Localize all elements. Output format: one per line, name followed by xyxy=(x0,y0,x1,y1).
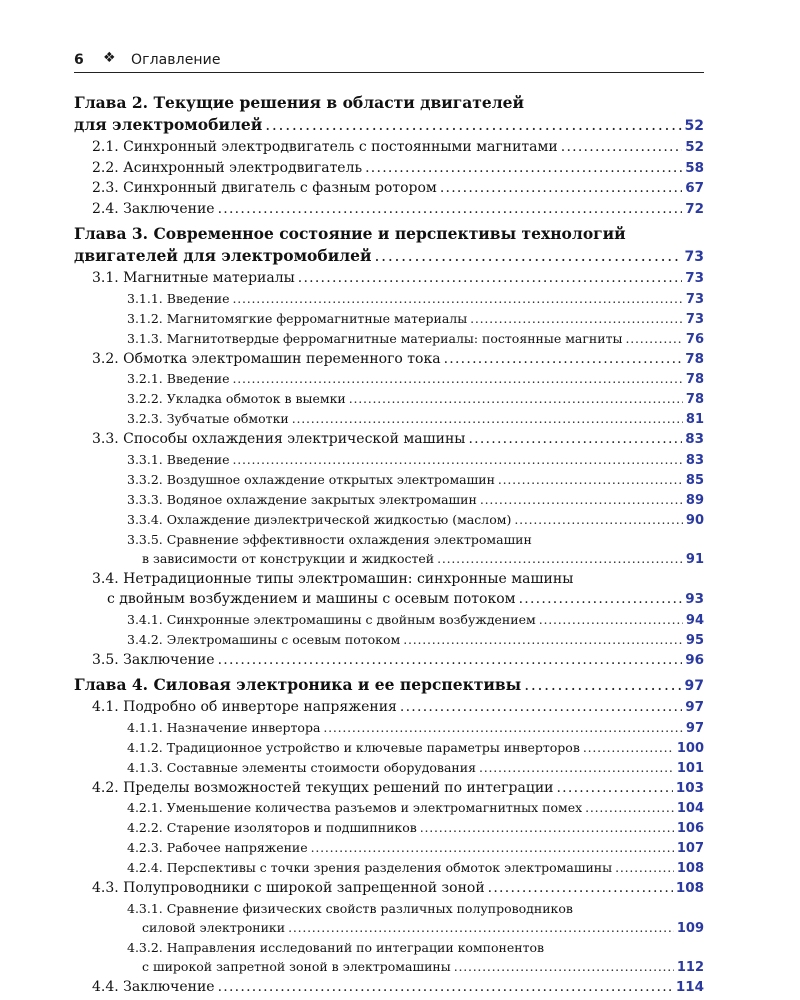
toc-chapter[interactable] xyxy=(74,674,704,697)
toc-entry-title: с двойным возбуждением и машины с осевым потоком xyxy=(107,591,516,607)
toc-page-number[interactable]: 85 xyxy=(685,472,704,488)
toc-subsection[interactable] xyxy=(74,738,704,758)
toc-page-number[interactable]: 108 xyxy=(675,880,704,896)
dot-leader xyxy=(288,918,674,937)
running-head xyxy=(74,50,704,73)
toc-entry-title: двигателей для электромобилей xyxy=(74,246,372,265)
toc-entry-title: 3.3.4. Охлаждение диэлектрической жидкостью (маслом) xyxy=(127,511,512,527)
dot-leader xyxy=(400,697,682,718)
toc-entry-title: 2.4. Заключение xyxy=(92,200,215,217)
toc-section[interactable] xyxy=(74,429,704,450)
dot-leader xyxy=(233,289,683,308)
toc-entry-title: 3.3.3. Водяное охлаждение закрытых электромашин xyxy=(127,491,477,507)
toc-entry-title: 3.4.1. Синхронные электромашины с двойным возбуждением xyxy=(127,611,536,627)
toc-page-number[interactable]: 78 xyxy=(685,350,704,367)
toc-page-number[interactable]: 73 xyxy=(685,291,704,307)
toc-subsection[interactable] xyxy=(74,818,704,838)
toc-entry-title: 3.4. Нетрадиционные типы электромашин: синхронные машины xyxy=(92,570,574,587)
toc-subsection[interactable] xyxy=(74,309,704,329)
toc-section[interactable] xyxy=(74,650,704,671)
toc-entry-title: 4.2.3. Рабочее напряжение xyxy=(127,840,308,855)
toc-page-number[interactable]: 52 xyxy=(684,118,704,134)
toc-entry-title: 3.4.2. Электромашины с осевым потоком xyxy=(127,631,401,647)
toc-subsection[interactable] xyxy=(74,938,704,977)
toc-entry-title: 4.1.3. Составные элементы стоимости оборудования xyxy=(127,759,476,775)
toc-subsection[interactable] xyxy=(74,798,704,818)
toc-entry-title: 3.1.1. Введение xyxy=(127,290,230,306)
toc-subsection[interactable] xyxy=(74,490,704,510)
toc-entry-title: 2.3. Синхронный двигатель с фазным ротором xyxy=(92,180,437,196)
toc-subsection[interactable] xyxy=(74,389,704,409)
toc-subsection[interactable] xyxy=(74,758,704,778)
toc-page-number[interactable]: 78 xyxy=(685,392,704,407)
toc-page-number[interactable]: 81 xyxy=(685,412,704,427)
toc-subsection[interactable] xyxy=(74,409,704,429)
toc-entry-title: 3.2.1. Введение xyxy=(127,371,230,386)
dot-leader xyxy=(480,490,683,509)
toc-page-number[interactable]: 89 xyxy=(685,492,704,508)
toc-page-number[interactable]: 95 xyxy=(685,632,704,648)
toc-entry-title: 3.1.2. Магнитомягкие ферромагнитные материалы xyxy=(127,310,468,326)
toc-section[interactable] xyxy=(74,199,704,220)
toc-entry-title: 4.1.2. Традиционное устройство и ключевые параметры инверторов xyxy=(127,739,580,755)
dot-leader xyxy=(375,245,682,267)
toc-page-number[interactable]: 96 xyxy=(685,651,704,668)
toc-entry-title: 3.3.2. Воздушное охлаждение открытых электромашин xyxy=(127,471,495,487)
toc-subsection[interactable] xyxy=(74,899,704,938)
toc-entry-title: с широкой запретной зоной в электромашины xyxy=(142,958,451,974)
toc-subsection[interactable] xyxy=(74,450,704,470)
dot-leader xyxy=(470,309,683,328)
toc-entry-title: 3.2. Обмотка электромашин переменного тока xyxy=(92,350,441,367)
dot-leader xyxy=(440,178,682,199)
dot-leader xyxy=(233,450,683,469)
toc-entry-title: 4.1.1. Назначение инвертора xyxy=(127,719,321,735)
dot-leader xyxy=(539,610,683,629)
toc-page-number[interactable]: 100 xyxy=(676,740,704,756)
toc-page-number[interactable]: 78 xyxy=(685,372,704,387)
toc-entry-title: 4.4. Заключение xyxy=(92,978,215,995)
dot-leader xyxy=(514,510,683,529)
toc-subsection[interactable] xyxy=(74,329,704,349)
toc-section[interactable] xyxy=(74,697,704,718)
toc-entry-title: 3.2.3. Зубчатые обмотки xyxy=(127,411,289,426)
toc-entry-title: 3.5. Заключение xyxy=(92,651,215,668)
toc-subsection[interactable] xyxy=(74,289,704,309)
toc-entry-title: 4.2. Пределы возможностей текущих решений по интеграции xyxy=(92,779,554,796)
toc-entry-title: 4.2.4. Перспективы с точки зрения разделения обмоток электромашины xyxy=(127,860,613,875)
toc-entry-title: для электромобилей xyxy=(74,115,263,134)
toc-section[interactable] xyxy=(74,569,704,610)
toc-page-number[interactable]: 83 xyxy=(685,452,704,468)
toc-page-number[interactable]: 90 xyxy=(685,512,704,528)
toc-section[interactable] xyxy=(74,977,704,998)
toc-entry-title: 3.2.2. Укладка обмоток в выемки xyxy=(127,391,346,406)
dot-leader xyxy=(298,268,682,289)
toc-subsection[interactable] xyxy=(74,610,704,630)
dot-leader xyxy=(488,878,673,899)
dot-leader xyxy=(454,957,674,976)
dot-leader xyxy=(218,650,683,671)
ornament-icon: ❖ xyxy=(103,50,116,66)
toc-section[interactable] xyxy=(74,878,704,899)
toc-page-number[interactable]: 103 xyxy=(675,779,704,796)
toc-page-number[interactable]: 112 xyxy=(676,959,704,975)
toc-entry-title: 3.3. Способы охлаждения электрической машины xyxy=(92,431,466,447)
toc-entry-title: 3.3.5. Сравнение эффективности охлаждения электромашин xyxy=(127,531,532,547)
dot-leader xyxy=(265,114,681,136)
toc-page-number[interactable]: 97 xyxy=(685,699,704,715)
toc-subsection[interactable] xyxy=(74,510,704,530)
toc-entry-title: Глава 4. Силовая электроника и ее перспективы xyxy=(74,675,522,694)
page-number: 6 xyxy=(74,52,84,68)
toc-page-number[interactable]: 114 xyxy=(675,978,704,995)
dot-leader xyxy=(218,199,683,220)
toc-entry-title: в зависимости от конструкции и жидкостей xyxy=(142,550,435,566)
dot-leader xyxy=(479,758,674,777)
toc-section[interactable] xyxy=(74,178,704,199)
toc-page-number[interactable]: 67 xyxy=(685,180,704,196)
toc-entry-title: Глава 2. Текущие решения в области двигателей xyxy=(74,93,525,112)
toc-entry-title: Глава 3. Современное состояние и перспективы технологий xyxy=(74,224,626,243)
toc-page-number[interactable]: 52 xyxy=(685,139,704,155)
toc-entry-title: 2.1. Синхронный электродвигатель с постоянными магнитами xyxy=(92,139,558,155)
toc-page-number[interactable]: 97 xyxy=(685,720,704,736)
toc-page-number[interactable]: 83 xyxy=(685,431,704,447)
toc-subsection[interactable] xyxy=(74,838,704,858)
dot-leader xyxy=(311,838,674,857)
toc-page-number[interactable]: 73 xyxy=(685,270,704,286)
toc-page-number[interactable]: 97 xyxy=(684,678,704,694)
dot-leader xyxy=(583,738,674,757)
dot-leader xyxy=(524,674,681,696)
toc-page-number[interactable]: 91 xyxy=(685,551,704,567)
toc-section[interactable] xyxy=(74,158,704,179)
toc-entry-title: силовой электроники xyxy=(142,919,286,935)
toc-page-number[interactable]: 101 xyxy=(676,760,704,776)
toc-entry-title: 4.3.2. Направления исследований по интеграции компонентов xyxy=(127,939,545,955)
toc-page-number[interactable]: 107 xyxy=(676,841,704,856)
toc-chapter[interactable] xyxy=(74,223,704,268)
dot-leader xyxy=(437,549,683,568)
toc-page-number[interactable]: 94 xyxy=(685,612,704,628)
dot-leader xyxy=(218,977,673,998)
dot-leader xyxy=(403,630,683,649)
toc-page-number[interactable]: 108 xyxy=(676,861,704,876)
dot-leader xyxy=(292,409,683,428)
toc-page-number[interactable]: 73 xyxy=(685,311,704,327)
toc-entry-title: 3.3.1. Введение xyxy=(127,451,230,467)
toc-page-number[interactable]: 106 xyxy=(676,821,704,836)
dot-leader xyxy=(561,137,682,158)
table-of-contents xyxy=(74,92,704,997)
dot-leader xyxy=(444,349,683,370)
dot-leader xyxy=(615,858,674,877)
toc-page-number[interactable]: 76 xyxy=(685,331,704,347)
toc-subsection[interactable] xyxy=(74,630,704,650)
dot-leader xyxy=(556,778,672,799)
toc-entry-title: 4.2.1. Уменьшение количества разъемов и электромагнитных помех xyxy=(127,800,583,815)
dot-leader xyxy=(498,470,683,489)
toc-entry-title: 4.2.2. Старение изоляторов и подшипников xyxy=(127,820,417,835)
dot-leader xyxy=(625,329,682,348)
toc-section[interactable] xyxy=(74,349,704,370)
dot-leader xyxy=(519,589,683,610)
toc-section[interactable] xyxy=(74,268,704,289)
toc-entry-title: 2.2. Асинхронный электродвигатель xyxy=(92,159,363,176)
dot-leader xyxy=(585,798,674,817)
toc-section[interactable] xyxy=(74,778,704,799)
toc-entry-title: 4.3.1. Сравнение физических свойств различных полупроводников xyxy=(127,900,573,916)
toc-page-number[interactable]: 58 xyxy=(685,159,704,176)
toc-entry-title: 3.1. Магнитные материалы xyxy=(92,270,295,286)
toc-entry-title: 3.1.3. Магнитотвердые ферромагнитные материалы: постоянные магниты xyxy=(127,330,623,346)
toc-section[interactable] xyxy=(74,137,704,158)
dot-leader xyxy=(468,429,682,450)
dot-leader xyxy=(349,389,683,408)
toc-page-number[interactable]: 109 xyxy=(676,920,704,936)
toc-subsection[interactable] xyxy=(74,470,704,490)
dot-leader xyxy=(365,158,682,179)
toc-subsection[interactable] xyxy=(74,858,704,878)
toc-chapter[interactable] xyxy=(74,92,704,137)
toc-subsection[interactable] xyxy=(74,530,704,569)
toc-entry-title: 4.1. Подробно об инверторе напряжения xyxy=(92,699,397,715)
toc-subsection[interactable] xyxy=(74,369,704,389)
toc-page-number[interactable]: 73 xyxy=(684,249,704,265)
toc-entry-title: 4.3. Полупроводники с широкой запрещенной зоной xyxy=(92,880,485,896)
dot-leader xyxy=(323,718,683,737)
toc-page-number[interactable]: 93 xyxy=(685,591,704,607)
running-title: Оглавление xyxy=(131,52,221,68)
dot-leader xyxy=(233,369,683,388)
toc-page-number[interactable]: 104 xyxy=(676,801,704,816)
toc-page-number[interactable]: 72 xyxy=(685,200,704,217)
dot-leader xyxy=(420,818,674,837)
toc-subsection[interactable] xyxy=(74,718,704,738)
